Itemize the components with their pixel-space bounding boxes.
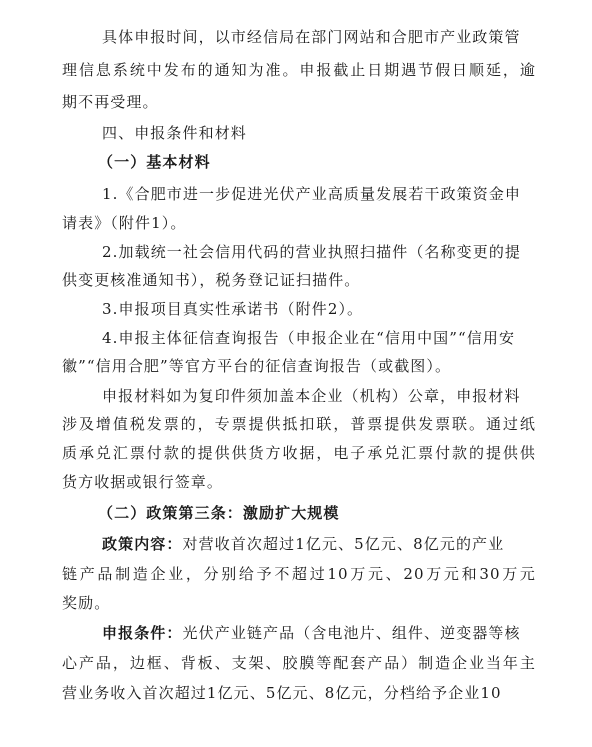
paragraph-line: 质承兑汇票付款的提供供货方收据，电子承兑汇票付款的提供供 [62,444,536,462]
paragraph-line: 具体申报时间，以市经信局在部门网站和合肥市产业政策管 [102,28,521,46]
paragraph-line: 申报材料如为复印件须加盖本企业（机构）公章，申报材料 [102,387,521,405]
paragraph-line: 营业务收入首次超过1亿元、5亿元、8亿元，分档给予企业10 [62,684,502,702]
list-item-line: 徽”“信用合肥”等官方平台的征信查询报告（或截图）。 [62,357,452,375]
paragraph-line: 理信息系统中发布的通知为准。申报截止日期遇节假日顺延，逾 [62,61,536,79]
list-item-line: 供变更核准通知书），税务登记证扫描件。 [62,271,361,289]
subsection-heading: （一）基本材料 [98,153,211,171]
label-policy-content: 政策内容： [102,535,183,553]
list-item-line: 1.《合肥市进一步促进光伏产业高质量发展若干政策资金申 [102,185,522,203]
policy-content-text: 对营收首次超过1亿元、5亿元、8亿元的产业 [182,535,505,553]
label-application-conditions: 申报条件： [102,624,183,642]
paragraph-line: 心产品，边框、背板、支架、胶膜等配套产品）制造企业当年主 [62,654,536,672]
paragraph-line: 涉及增值税发票的，专票提供抵扣联，普票提供发票联。通过纸 [62,415,536,433]
application-conditions-text: 光伏产业链产品（含电池片、组件、逆变器等核 [182,624,521,642]
list-item-line: 请表》（附件1）。 [62,214,187,232]
paragraph-line: 货方收据或银行签章。 [62,473,224,491]
paragraph-line: 链产品制造企业，分别给予不超过10万元、20万元和30万元 [62,565,536,583]
section-heading: 四、申报条件和材料 [102,124,247,142]
list-item-line: 3.申报项目真实性承诺书（附件2）。 [102,300,364,318]
paragraph-line: 奖励。 [62,594,111,612]
paragraph-line: 期不再受理。 [62,93,159,111]
paragraph-line [102,534,536,554]
paragraph-line [102,623,536,643]
list-item-line: 2.加载统一社会信用代码的营业执照扫描件（名称变更的提 [102,243,522,261]
list-item-line: 4.申报主体征信查询报告（申报企业在“信用中国”“信用安 [102,329,516,347]
subsection-heading: （二）政策第三条：激励扩大规模 [98,504,340,522]
